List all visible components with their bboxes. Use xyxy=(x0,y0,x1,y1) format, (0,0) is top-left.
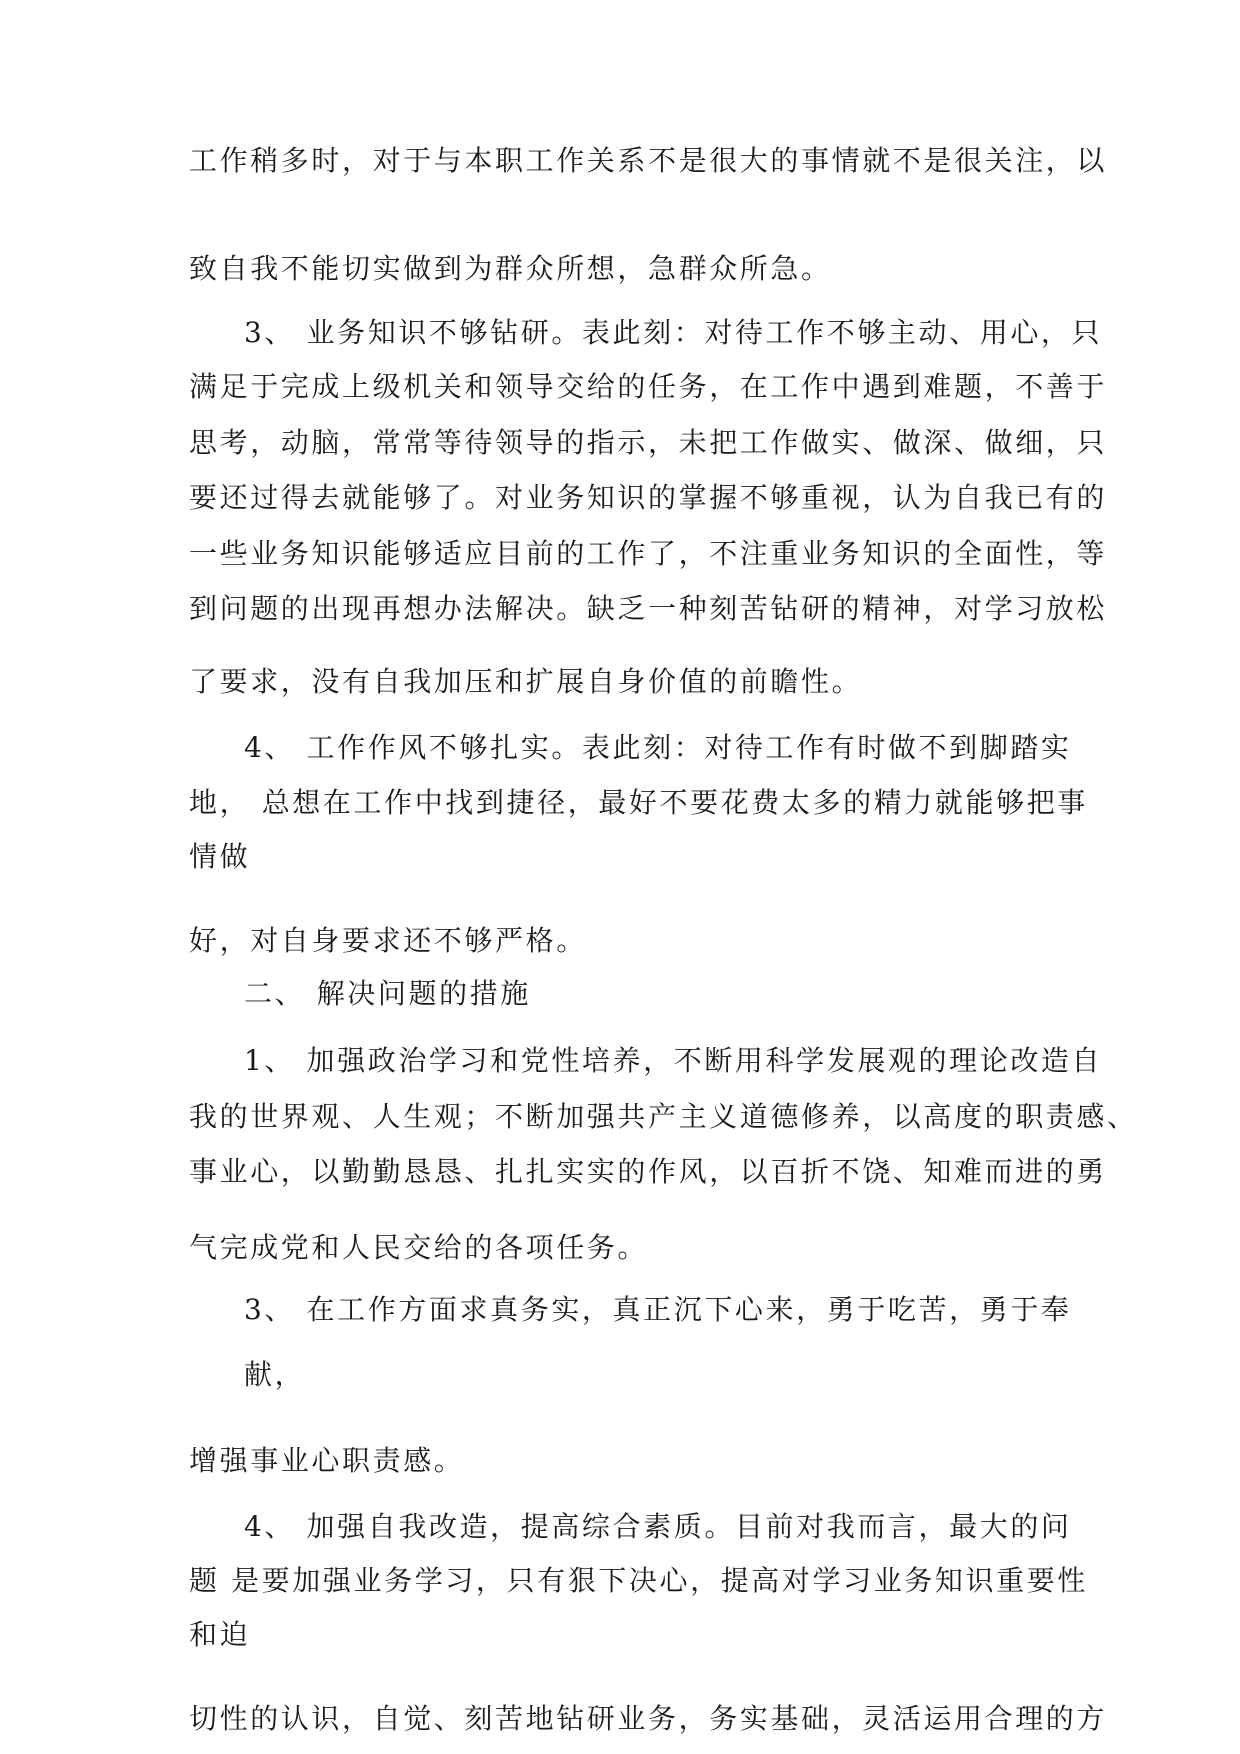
text-line: 献， xyxy=(244,1358,306,1391)
text-line: 工作稍多时，对于与本职工作关系不是很大的事情就不是很关注，以 xyxy=(189,144,1108,177)
text-line: 到问题的出现再想办法解决。缺乏一种刻苦钻研的精神，对学习放松 xyxy=(189,592,1108,625)
text-line: 3、 业务知识不够钻研。表此刻：对待工作不够主动、用心，只 xyxy=(244,316,1103,349)
text-line: 增强事业心职责感。 xyxy=(189,1444,465,1477)
text-line: 情做 xyxy=(189,840,251,873)
text-line: 要还过得去就能够了。对业务知识的掌握不够重视，认为自我已有的 xyxy=(189,481,1108,514)
text-line: 满足于完成上级机关和领导交给的任务，在工作中遇到难题，不善于 xyxy=(189,370,1108,403)
text-line: 1、 加强政治学习和党性培养，不断用科学发展观的理论改造自 xyxy=(244,1044,1103,1077)
text-line: 气完成党和人民交给的各项任务。 xyxy=(189,1231,649,1264)
text-line: 地， 总想在工作中找到捷径，最好不要花费太多的精力就能够把事 xyxy=(189,786,1088,819)
text-line: 思考，动脑，常常等待领导的指示，未把工作做实、做深、做细，只 xyxy=(189,426,1108,459)
text-line: 事业心，以勤勤恳恳、扎扎实实的作风，以百折不饶、知难而进的勇 xyxy=(189,1155,1108,1188)
text-line: 题 是要加强业务学习，只有狠下决心，提高对学习业务知识重要性 xyxy=(189,1564,1088,1597)
text-line: 4、 加强自我改造，提高综合素质。目前对我而言，最大的问 xyxy=(244,1510,1072,1543)
text-line: 切性的认识，自觉、刻苦地钻研业务，务实基础，灵活运用合理的方 xyxy=(189,1702,1108,1735)
text-line: 好，对自身要求还不够严格。 xyxy=(189,924,587,957)
text-line: 和迫 xyxy=(189,1618,251,1651)
text-line: 3、 在工作方面求真务实，真正沉下心来，勇于吃苦，勇于奉 xyxy=(244,1293,1072,1326)
section-heading: 二、 解决问题的措施 xyxy=(244,977,531,1010)
text-line: 致自我不能切实做到为群众所想，急群众所急。 xyxy=(189,252,832,285)
text-line: 4、 工作作风不够扎实。表此刻：对待工作有时做不到脚踏实 xyxy=(244,731,1072,764)
text-line: 一些业务知识能够适应目前的工作了，不注重业务知识的全面性，等 xyxy=(189,537,1108,570)
text-line: 我的世界观、人生观；不断加强共产主义道德修养，以高度的职责感、 xyxy=(189,1100,1138,1133)
text-line: 了要求，没有自我加压和扩展自身价值的前瞻性。 xyxy=(189,665,863,698)
